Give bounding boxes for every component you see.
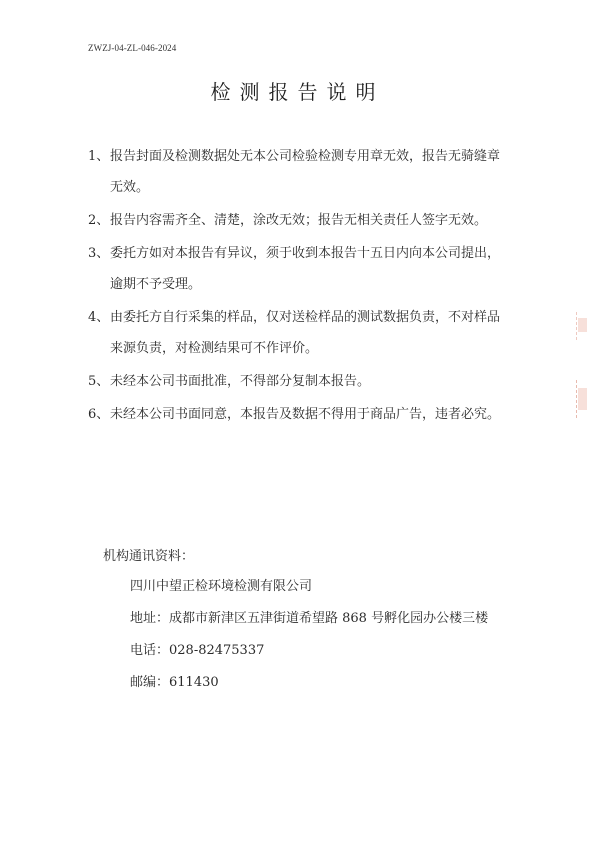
note-text: 由委托方自行采集的样品，仅对送检样品的测试数据负责，不对样品来源负责，对检测结果可不作评价。 — [110, 310, 501, 356]
document-code: ZWZJ-04-ZL-046-2024 — [88, 43, 177, 53]
note-text: 报告封面及检测数据处无本公司检验检测专用章无效，报告无骑缝章无效。 — [110, 149, 501, 195]
company-postcode: 邮编：611430 — [130, 675, 219, 690]
contact-section — [103, 547, 488, 705]
note-item — [88, 302, 508, 364]
note-item — [88, 238, 508, 300]
note-item — [88, 399, 508, 430]
contact-heading: 机构通讯资料： — [103, 549, 195, 564]
note-text: 报告内容需齐全、清楚，涂改无效；报告无相关责任人签字无效。 — [110, 213, 488, 228]
note-number: 4、 — [88, 310, 110, 325]
note-number: 2、 — [88, 213, 110, 228]
note-number: 5、 — [88, 374, 110, 389]
note-item — [88, 205, 508, 236]
company-phone: 电话：028-82475337 — [130, 643, 265, 658]
note-number: 3、 — [88, 246, 110, 261]
note-number: 6、 — [88, 407, 110, 422]
company-name: 四川中望正检环境检测有限公司 — [130, 579, 313, 594]
seam-seal-mark — [578, 388, 587, 410]
note-text: 未经本公司书面批准，不得部分复制本报告。 — [110, 374, 371, 389]
note-text: 未经本公司书面同意，本报告及数据不得用于商品广告，违者必究。 — [110, 407, 501, 422]
document-title: 检测报告说明 — [210, 80, 385, 104]
note-item — [88, 141, 508, 203]
company-address: 地址：成都市新津区五津街道希望路 868 号孵化园办公楼三楼 — [130, 611, 489, 626]
note-text: 委托方如对本报告有异议，须于收到本报告十五日内向本公司提出，逾期不予受理。 — [110, 246, 501, 292]
seam-seal-mark — [578, 318, 587, 332]
note-number: 1、 — [88, 149, 110, 164]
notes-list — [88, 141, 508, 432]
note-item — [88, 366, 508, 397]
